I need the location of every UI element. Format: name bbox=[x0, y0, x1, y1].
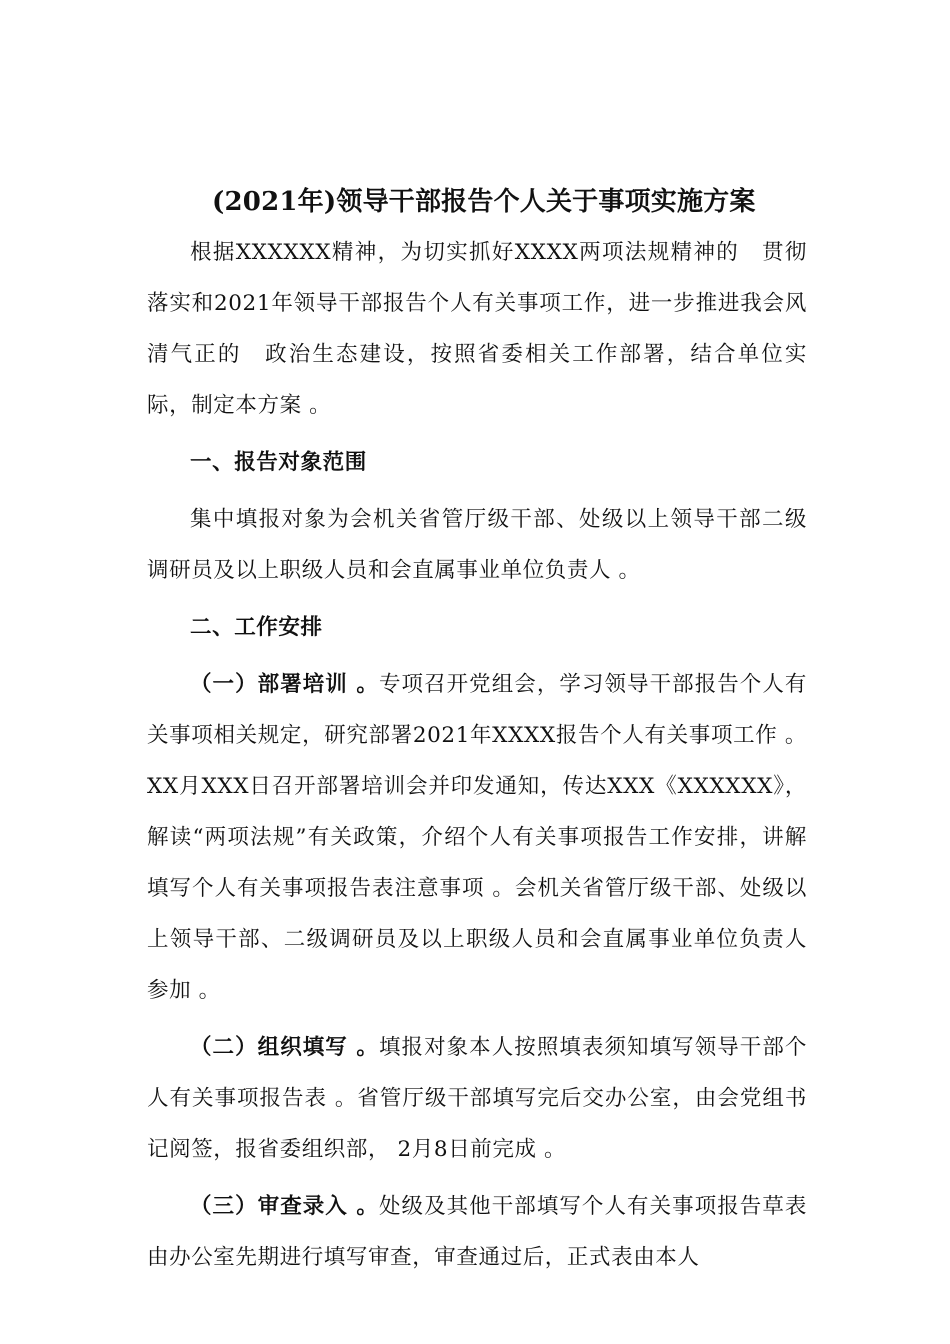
section-heading-arrangement: 二、工作安排 bbox=[190, 615, 323, 640]
document-title: (2021年)领导干部报告个人关于事项实施方案 bbox=[212, 187, 756, 217]
document-body bbox=[147, 227, 807, 1289]
item-organize-filling bbox=[147, 1022, 807, 1175]
item-review-entry-lead: （三）审查录入 。 bbox=[190, 1194, 379, 1219]
item-organize-filling-lead: （二）组织填写 。 bbox=[190, 1035, 379, 1060]
scope-paragraph: 集中填报对象为会机关省管厅级干部、处级以上领导干部二级调研员及以上职级人员和会直属事业单位负责人 。 bbox=[147, 507, 807, 583]
item-deployment-training-lead: （一）部署培训 。 bbox=[190, 672, 379, 697]
intro-paragraph: 根据XXXXXX精神，为切实抓好XXXX两项法规精神的 贯彻落实和2021年领导干部报告个人有关事项工作，进一步推进我会风清气正的 政治生态建设，按照省委相关工作部署，结合单位实际，制定本方案 。 bbox=[147, 240, 807, 418]
item-deployment-training bbox=[147, 659, 807, 1016]
item-review-entry-text: 处级及其他干部填写个人有关事项报告草表由办公室先期进行填写审查，审查通过后，正式表由本人 bbox=[147, 1194, 808, 1270]
section-heading-scope: 一、报告对象范围 bbox=[190, 450, 367, 475]
item-deployment-training-text: 专项召开党组会，学习领导干部报告个人有关事项相关规定，研究部署2021年XXXX报告个人有关事项工作 。XX月XXX日召开部署培训会并印发通知，传达XXX《XXXXXX》，解读“两项法规”有关政策，介绍个人有关事项报告工作安排，讲解填写个人有关事项报告表注意事项 。会机关省管厅级干部、处级以上领导干部、二级调研员及以上职级人员和会直属事业单位负责人参加 。 bbox=[147, 672, 808, 1003]
item-review-entry bbox=[147, 1181, 807, 1283]
item-organize-filling-text: 填报对象本人按照填表须知填写领导干部个人有关事项报告表 。省管厅级干部填写完后交办公室，由会党组书记阅签，报省委组织部， 2月8日前完成 。 bbox=[147, 1035, 808, 1162]
